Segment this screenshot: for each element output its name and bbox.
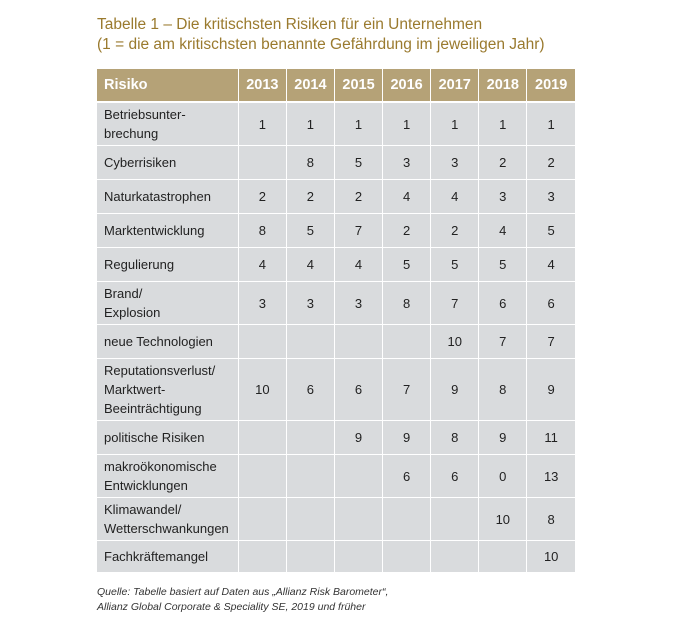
rank-cell — [431, 541, 479, 573]
rank-cell: 5 — [286, 214, 334, 248]
rank-cell: 2 — [479, 146, 527, 180]
rank-cell: 4 — [383, 180, 431, 214]
risk-name-line: Wetterschwankungen — [104, 521, 229, 536]
rank-cell: 7 — [431, 282, 479, 325]
rank-cell — [383, 325, 431, 359]
risk-name-cell — [97, 248, 238, 282]
rank-cell: 4 — [479, 214, 527, 248]
risk-name-cell — [97, 102, 238, 146]
rank-cell: 2 — [431, 214, 479, 248]
table-row — [97, 455, 575, 498]
rank-cell: 8 — [479, 359, 527, 421]
header-year: 2014 — [286, 69, 334, 102]
risk-name-line: neue Technologien — [104, 334, 213, 349]
rank-cell — [286, 541, 334, 573]
rank-cell — [286, 498, 334, 541]
rank-cell: 10 — [238, 359, 286, 421]
source-line-2: Allianz Global Corporate & Speciality SE, 2019 und früher — [97, 601, 366, 613]
rank-cell: 7 — [479, 325, 527, 359]
rank-cell: 1 — [383, 102, 431, 146]
rank-cell: 6 — [431, 455, 479, 498]
risk-name-cell — [97, 146, 238, 180]
rank-cell: 7 — [383, 359, 431, 421]
header-year: 2018 — [479, 69, 527, 102]
rank-cell: 4 — [334, 248, 382, 282]
rank-cell: 8 — [383, 282, 431, 325]
rank-cell: 8 — [286, 146, 334, 180]
table-row — [97, 359, 575, 421]
rank-cell: 6 — [383, 455, 431, 498]
risk-name-cell — [97, 214, 238, 248]
rank-cell — [286, 421, 334, 455]
table-row — [97, 180, 575, 214]
rank-cell: 9 — [479, 421, 527, 455]
rank-cell: 3 — [527, 180, 575, 214]
rank-cell: 6 — [286, 359, 334, 421]
rank-cell — [334, 325, 382, 359]
risk-name-line: makroökonomische — [104, 459, 217, 474]
rank-cell — [383, 541, 431, 573]
rank-cell: 1 — [479, 102, 527, 146]
table-caption — [97, 15, 545, 55]
rank-cell: 10 — [431, 325, 479, 359]
risk-name-line: Reputationsverlust/ — [104, 363, 216, 378]
rank-cell — [383, 498, 431, 541]
rank-cell: 13 — [527, 455, 575, 498]
source-line-1: Quelle: Tabelle basiert auf Daten aus „Allianz Risk Barometer“, — [97, 586, 389, 598]
risk-name-cell — [97, 498, 238, 541]
table-row — [97, 102, 575, 146]
rank-cell: 7 — [334, 214, 382, 248]
rank-cell — [238, 455, 286, 498]
risk-name-line: Marktentwicklung — [104, 223, 205, 238]
caption-title: Tabelle 1 – Die kritischsten Risiken für ein Unternehmen — [97, 16, 483, 33]
header-year: 2019 — [527, 69, 575, 102]
rank-cell: 2 — [286, 180, 334, 214]
risk-name-line: Explosion — [104, 305, 161, 320]
rank-cell: 2 — [383, 214, 431, 248]
rank-cell: 10 — [479, 498, 527, 541]
rank-cell: 7 — [527, 325, 575, 359]
rank-cell: 5 — [527, 214, 575, 248]
table-row — [97, 248, 575, 282]
rank-cell — [479, 541, 527, 573]
rank-cell: 4 — [286, 248, 334, 282]
risk-name-cell — [97, 282, 238, 325]
rank-cell: 1 — [527, 102, 575, 146]
table-row — [97, 541, 575, 573]
risk-name-line: Entwicklungen — [104, 478, 188, 493]
rank-cell: 2 — [527, 146, 575, 180]
rank-cell: 6 — [334, 359, 382, 421]
rank-cell: 3 — [383, 146, 431, 180]
rank-cell — [334, 541, 382, 573]
risk-name-cell — [97, 541, 238, 573]
rank-cell: 3 — [238, 282, 286, 325]
risk-name-cell — [97, 421, 238, 455]
table-row — [97, 146, 575, 180]
rank-cell: 10 — [527, 541, 575, 573]
risk-name-cell — [97, 180, 238, 214]
risk-name-cell — [97, 325, 238, 359]
rank-cell: 8 — [431, 421, 479, 455]
header-year: 2013 — [238, 69, 286, 102]
rank-cell: 2 — [334, 180, 382, 214]
table-row — [97, 282, 575, 325]
rank-cell: 3 — [286, 282, 334, 325]
risk-table — [97, 69, 575, 573]
rank-cell — [238, 498, 286, 541]
rank-cell: 3 — [431, 146, 479, 180]
table-header-row — [97, 69, 575, 102]
rank-cell — [238, 146, 286, 180]
rank-cell: 9 — [527, 359, 575, 421]
rank-cell: 6 — [527, 282, 575, 325]
rank-cell: 9 — [383, 421, 431, 455]
rank-cell: 4 — [527, 248, 575, 282]
rank-cell: 0 — [479, 455, 527, 498]
rank-cell: 9 — [334, 421, 382, 455]
risk-name-cell — [97, 359, 238, 421]
risk-name-line: Klimawandel/ — [104, 502, 182, 517]
rank-cell — [334, 455, 382, 498]
risk-name-line: Fachkräftemangel — [104, 549, 209, 564]
risk-name-line: brechung — [104, 126, 159, 141]
rank-cell: 8 — [527, 498, 575, 541]
risk-name-line: Naturkatastrophen — [104, 189, 211, 204]
rank-cell — [238, 421, 286, 455]
rank-cell: 2 — [238, 180, 286, 214]
rank-cell: 4 — [431, 180, 479, 214]
risk-name-line: Brand/ — [104, 286, 143, 301]
risk-name-line: Beeinträchtigung — [104, 401, 202, 416]
header-year: 2015 — [334, 69, 382, 102]
rank-cell: 1 — [238, 102, 286, 146]
rank-cell: 1 — [431, 102, 479, 146]
rank-cell: 3 — [334, 282, 382, 325]
header-year: 2017 — [431, 69, 479, 102]
risk-name-line: Marktwert- — [104, 382, 166, 397]
rank-cell: 5 — [334, 146, 382, 180]
risk-name-line: Cyberrisiken — [104, 155, 177, 170]
header-risk: Risiko — [97, 69, 238, 102]
header-year: 2016 — [383, 69, 431, 102]
risk-name-line: Betriebsunter- — [104, 107, 186, 122]
rank-cell: 9 — [431, 359, 479, 421]
rank-cell: 8 — [238, 214, 286, 248]
risk-name-line: Regulierung — [104, 257, 175, 272]
caption-subtitle: (1 = die am kritischsten benannte Gefährdung im jeweiligen Jahr) — [97, 36, 545, 53]
table-row — [97, 214, 575, 248]
rank-cell: 1 — [334, 102, 382, 146]
rank-cell — [334, 498, 382, 541]
rank-cell: 4 — [238, 248, 286, 282]
risk-name-line: politische Risiken — [104, 430, 205, 445]
table-body — [97, 102, 575, 573]
table-row — [97, 421, 575, 455]
rank-cell: 3 — [479, 180, 527, 214]
rank-cell: 11 — [527, 421, 575, 455]
table-row — [97, 325, 575, 359]
table-row — [97, 498, 575, 541]
rank-cell — [286, 325, 334, 359]
rank-cell: 5 — [431, 248, 479, 282]
rank-cell: 1 — [286, 102, 334, 146]
rank-cell: 5 — [383, 248, 431, 282]
rank-cell: 6 — [479, 282, 527, 325]
rank-cell — [286, 455, 334, 498]
rank-cell: 5 — [479, 248, 527, 282]
rank-cell — [238, 325, 286, 359]
risk-name-cell — [97, 455, 238, 498]
rank-cell — [431, 498, 479, 541]
source-note — [97, 585, 388, 615]
rank-cell — [238, 541, 286, 573]
